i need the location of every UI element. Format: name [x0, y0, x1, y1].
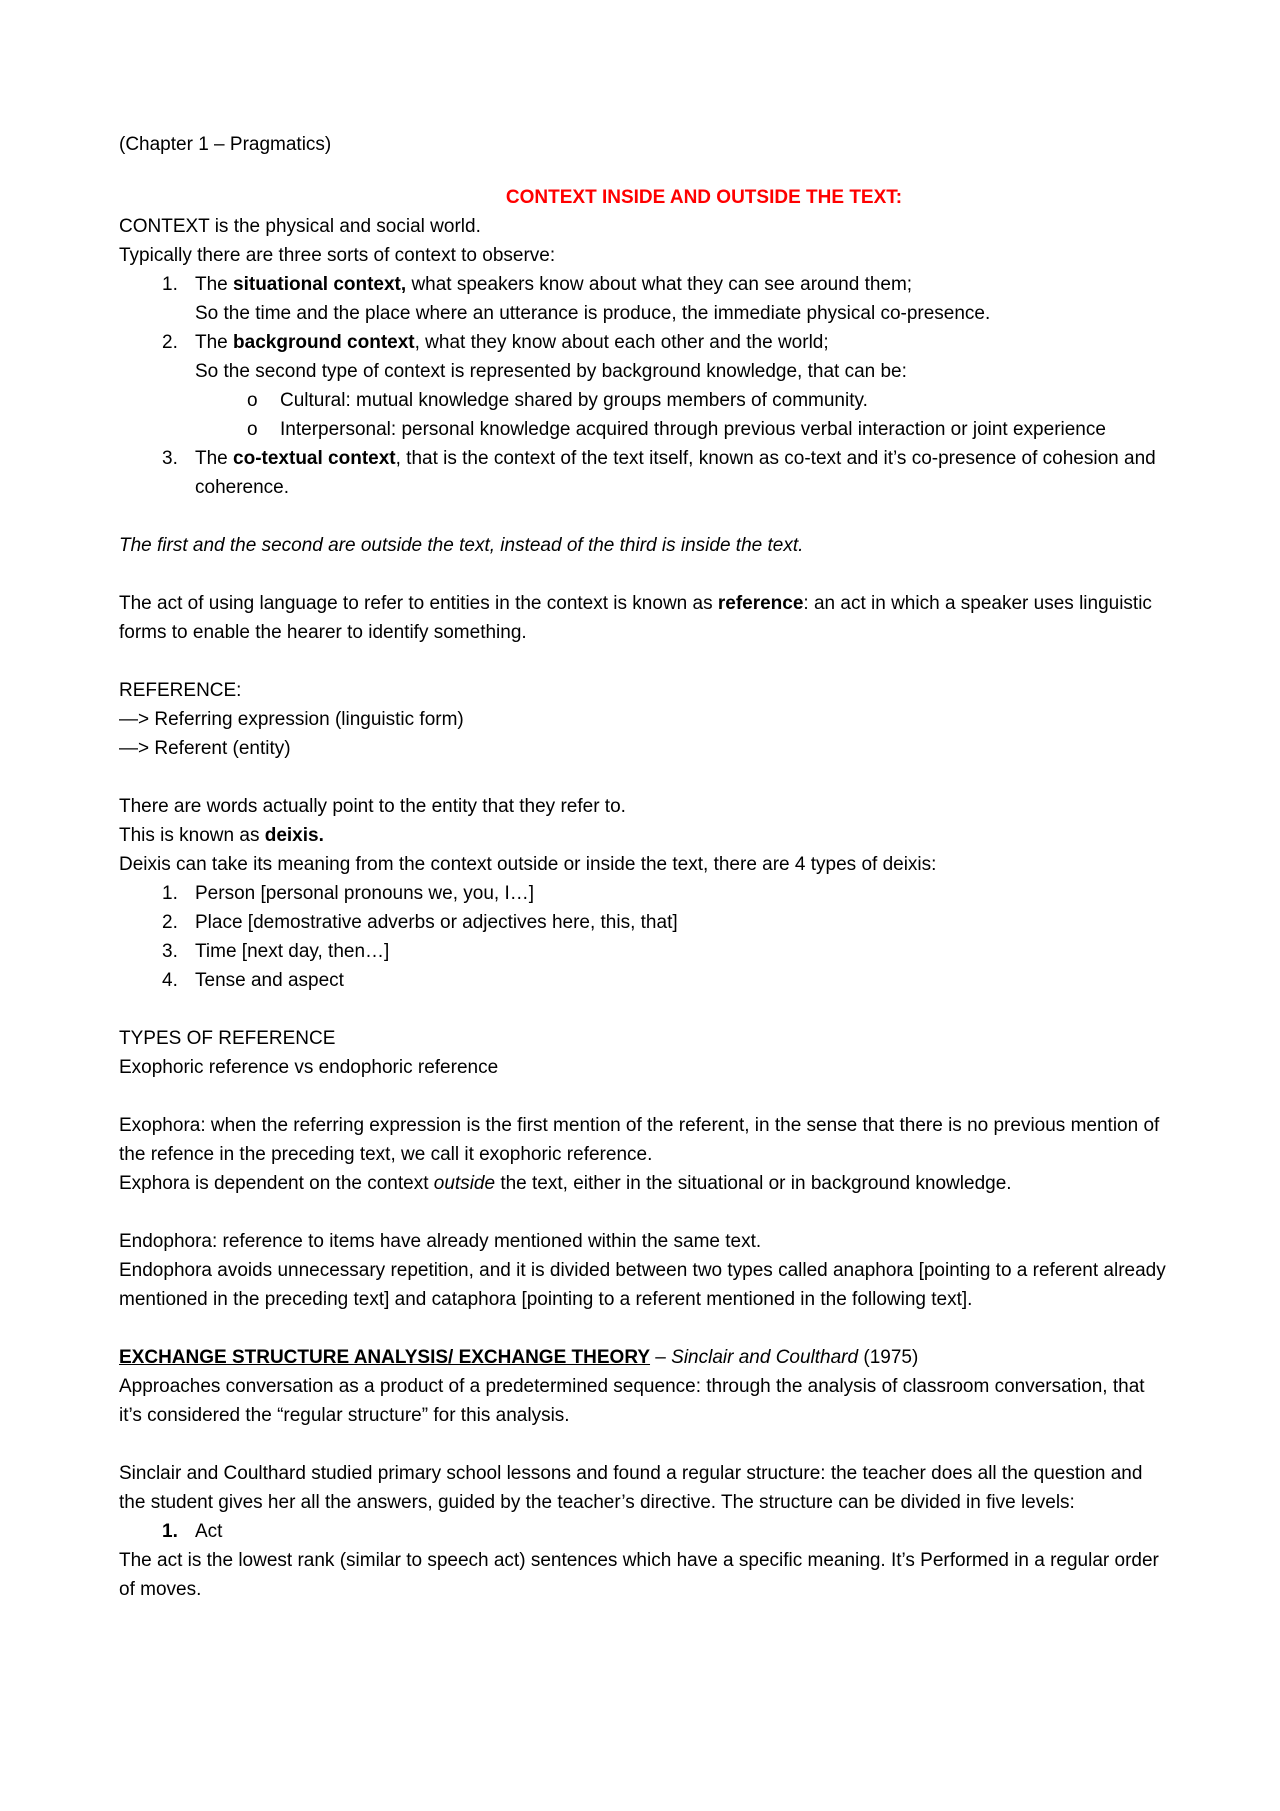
- list-item-text: [195, 274, 990, 324]
- paragraph: [119, 1169, 1169, 1198]
- text-run: The: [195, 448, 234, 469]
- paragraph: [119, 1546, 1169, 1604]
- text-run: Place [demostrative adverbs or adjectives here, this, that]: [195, 912, 678, 933]
- list-marker: 1.: [162, 883, 178, 904]
- paragraph: [119, 850, 1169, 879]
- blank-line: [119, 1430, 1169, 1459]
- text-run: Tense and aspect: [195, 970, 344, 991]
- text-run: deixis.: [264, 825, 324, 846]
- list-marker: 3.: [162, 941, 178, 962]
- paragraph: [119, 1111, 1169, 1169]
- list-marker: 2.: [162, 912, 178, 933]
- blank-line: [119, 763, 1169, 792]
- levels-list: [119, 1517, 1169, 1546]
- paragraph: [119, 1024, 1169, 1053]
- text-run: Exophora: when the referring expression is the first mention of the referent, in the sense that there is no previous mention of the refence in the preceding text, we call it exophoric reference.: [119, 1115, 1160, 1165]
- blank-line: [119, 647, 1169, 676]
- text-run: —> Referring expression (linguistic form): [119, 709, 464, 730]
- blank-line: [119, 1198, 1169, 1227]
- list-item-text: [195, 941, 389, 962]
- text-run: There are words actually point to the entity that they refer to.: [119, 796, 626, 817]
- text-run: Exphora is dependent on the context: [119, 1173, 434, 1194]
- blank-line: [119, 502, 1169, 531]
- paragraph: [119, 241, 1169, 270]
- paragraph: [119, 531, 1169, 560]
- text-run: Person [personal pronouns we, you, I…]: [195, 883, 535, 904]
- text-run: co-textual context: [233, 448, 396, 469]
- paragraph: [119, 792, 1169, 821]
- text-run: CONTEXT INSIDE AND OUTSIDE THE TEXT:: [505, 187, 903, 208]
- list-item: [119, 908, 1169, 937]
- text-run: The: [195, 332, 234, 353]
- text-run: Sinclair and Coulthard: [671, 1347, 859, 1368]
- list-item: [119, 879, 1169, 908]
- list-item: [119, 270, 1169, 328]
- text-run: Sinclair and Coulthard studied primary school lessons and found a regular structure: the teacher does all the question and the student gives her all the answers, guided by the teacher’s directive. The structure can be divided in five levels:: [119, 1463, 1143, 1513]
- text-run: The first and the second are outside the text, instead of the third is inside the text.: [119, 535, 804, 556]
- text-run: Exophoric reference vs endophoric reference: [119, 1057, 499, 1078]
- text-run: , that is the context of the text itself, known as co-text and it’s co-presence of cohesion and coherence.: [195, 448, 1156, 498]
- text-run: , what they know about each other and the world;: [414, 332, 829, 353]
- text-run: situational context,: [233, 274, 407, 295]
- blank-line: [119, 560, 1169, 589]
- section-heading: [119, 183, 1169, 212]
- sub-list-item: [119, 415, 1169, 444]
- sub-list-item: [119, 386, 1169, 415]
- paragraph: [119, 1372, 1169, 1430]
- list-item: [119, 937, 1169, 966]
- text-run: This is known as: [119, 825, 265, 846]
- text-run: Approaches conversation as a product of a predetermined sequence: through the analysis of classroom conversation, that it’s considered the “regular structure” for this analysis.: [119, 1376, 1145, 1426]
- list-item-text: [280, 390, 868, 411]
- blank-line: [119, 1082, 1169, 1111]
- text-run: REFERENCE:: [119, 680, 242, 701]
- text-run: The act is the lowest rank (similar to speech act) sentences which have a specific meaning. It’s Performed in a regular order of moves.: [119, 1550, 1159, 1600]
- text-run: CONTEXT is the physical and social world.: [119, 216, 481, 237]
- text-run: (1975): [858, 1347, 919, 1368]
- paragraph: [119, 1227, 1169, 1256]
- paragraph: [119, 821, 1169, 850]
- exchange-heading: [119, 1343, 1169, 1372]
- blank-line: [119, 1314, 1169, 1343]
- list-item-text: [195, 912, 678, 933]
- text-run: EXCHANGE STRUCTURE ANALYSIS/ EXCHANGE THEORY: [119, 1347, 651, 1368]
- list-marker: 1.: [162, 274, 178, 295]
- list-marker: 4.: [162, 970, 178, 991]
- list-item: [119, 328, 1169, 386]
- text-run: Act: [195, 1521, 223, 1542]
- list-item-text: [195, 883, 534, 904]
- list-item-text: [195, 448, 1156, 498]
- text-run: Time [next day, then…]: [195, 941, 390, 962]
- text-run: —> Referent (entity): [119, 738, 291, 759]
- list-item: [119, 1517, 1169, 1546]
- text-run: Typically there are three sorts of context to observe:: [119, 245, 556, 266]
- list-item-text: [195, 970, 344, 991]
- text-run: The: [195, 274, 234, 295]
- text-run: outside: [433, 1173, 496, 1194]
- sub-list-marker: o: [247, 419, 258, 440]
- paragraph: [119, 212, 1169, 241]
- list-item-text: [280, 419, 1106, 440]
- text-run: Deixis can take its meaning from the context outside or inside the text, there are 4 types of deixis:: [119, 854, 937, 875]
- sub-list-marker: o: [247, 390, 258, 411]
- paragraph: [119, 734, 1169, 763]
- paragraph: [119, 705, 1169, 734]
- list-marker: 2.: [162, 332, 178, 353]
- paragraph: [119, 1053, 1169, 1082]
- paragraph: [119, 589, 1169, 647]
- context-types-list: [119, 270, 1169, 502]
- list-marker: 3.: [162, 448, 178, 469]
- list-item-text: [195, 332, 907, 382]
- text-run: Endophora: reference to items have already mentioned within the same text.: [119, 1231, 762, 1252]
- text-run: Cultural: mutual knowledge shared by groups members of community.: [280, 390, 868, 411]
- blank-line: [119, 995, 1169, 1024]
- chapter-line: [119, 130, 1169, 159]
- text-run: what speakers know about what they can see around them;: [406, 274, 913, 295]
- paragraph: [119, 676, 1169, 705]
- text-run: Interpersonal: personal knowledge acquired through previous verbal interaction or joint experience: [280, 419, 1106, 440]
- deixis-types-list: [119, 879, 1169, 995]
- text-run: background context: [233, 332, 415, 353]
- paragraph: [119, 1459, 1169, 1517]
- list-marker: 1.: [162, 1521, 178, 1542]
- text-run: TYPES OF REFERENCE: [119, 1028, 336, 1049]
- text-run: So the second type of context is represented by background knowledge, that can be:: [195, 361, 907, 382]
- list-item-text: [195, 1521, 222, 1542]
- text-run: reference: [717, 593, 804, 614]
- text-run: the text, either in the situational or in background knowledge.: [495, 1173, 1012, 1194]
- list-item: [119, 444, 1169, 502]
- text-run: (Chapter 1 – Pragmatics): [119, 134, 332, 155]
- text-run: The act of using language to refer to entities in the context is known as: [119, 593, 718, 614]
- paragraph: [119, 1256, 1169, 1314]
- list-item: [119, 966, 1169, 995]
- text-run: –: [650, 1347, 672, 1368]
- text-run: Endophora avoids unnecessary repetition, and it is divided between two types called anaphora [pointing to a referent already mentioned in the preceding text] and cataphora [pointing to a referent mentioned in the following text].: [119, 1260, 1166, 1310]
- text-run: So the time and the place where an utterance is produce, the immediate physical co-presence.: [195, 303, 991, 324]
- text-run: : an act in which a speaker uses linguistic forms to enable the hearer to identify something.: [119, 593, 1152, 643]
